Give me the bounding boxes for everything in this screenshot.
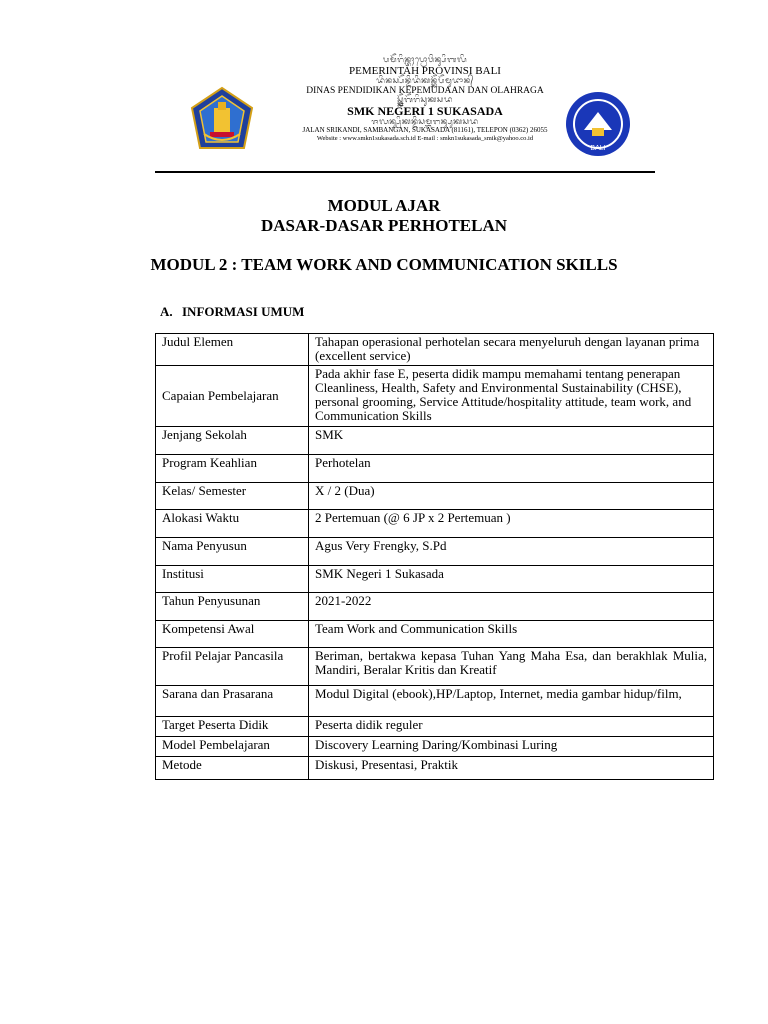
row-value: Agus Very Frengky, S.Pd: [309, 538, 714, 566]
school-logo: [564, 90, 632, 158]
row-value: Perhotelan: [309, 455, 714, 483]
bali-province-emblem: [188, 86, 256, 154]
row-value: SMK Negeri 1 Sukasada: [309, 566, 714, 593]
module-title: MODUL AJAR: [327, 196, 441, 215]
section-title: INFORMASI UMUM: [182, 304, 305, 319]
school-name: SMK NEGERI 1 SUKASADA: [347, 103, 503, 118]
row-label: Model Pembelajaran: [156, 737, 309, 757]
row-label: Institusi: [156, 566, 309, 593]
row-label: Profil Pelajar Pancasila: [156, 648, 309, 686]
module-heading: MODUL 2 : TEAM WORK AND COMMUNICATION SKILLS: [150, 255, 618, 274]
row-value: Beriman, bertakwa kepasa Tuhan Yang Maha Esa, dan berakhlak Mulia, Mandiri, Beralar Kritis dan Kreatif: [309, 648, 714, 686]
letterhead: [155, 50, 655, 174]
balinese-script-line: ᬤᬶᬦᬲ᭄ᬧᭂᬦ᭄ᬤᬶᬤᬶᬓᬦ᭄ᬓᭂᬧᭂᬫᬸᬤᬵᬦ᭄: [376, 75, 474, 85]
balinese-script-line: ᬲ᭄ᬫ᭄ᬓ᭄ᬦᭂᬕᭂᬭᬶᬲᬸᬓᬲᬤ: [397, 95, 453, 105]
row-value: SMK: [309, 427, 714, 455]
table-row: [156, 593, 714, 621]
row-value: Pada akhir fase E, peserta didik mampu memahami tentang penerapan Cleanliness, Health, Safety and Environmental Sustainability (CHSE), personal grooming, Service Attitude/hospitality attitude, team work, and Communication Skills: [309, 366, 714, 427]
row-value: X / 2 (Dua): [309, 483, 714, 510]
row-value: Modul Digital (ebook),HP/Laptop, Internet, media gambar hidup/film,: [309, 686, 714, 717]
school-logo-label: BALI: [590, 145, 606, 152]
table-row: [156, 566, 714, 593]
row-label: Capaian Pembelajaran: [156, 366, 309, 427]
table-row: [156, 510, 714, 538]
row-label: Judul Elemen: [156, 334, 309, 366]
row-label: Kelas/ Semester: [156, 483, 309, 510]
row-label: Jenjang Sekolah: [156, 427, 309, 455]
row-value: Tahapan operasional perhotelan secara menyeluruh dengan layanan prima (excellent service): [309, 334, 714, 366]
table-row: [156, 427, 714, 455]
table-row: [156, 621, 714, 648]
module-subtitle: DASAR-DASAR PERHOTELAN: [260, 216, 508, 235]
province-name: PEMERINTAH PROVINSI BALI: [349, 64, 501, 77]
balinese-script-line: ᬧᬫᭂᬭᬶᬦ᭄ᬢᬄᬧ᭄ᬭᭀᬯᬶᬦ᭄ᬲᬶᬩᬮᬶ: [382, 55, 468, 64]
table-row: [156, 483, 714, 510]
school-address: JALAN SRIKANDI, SAMBANGAN, SUKASADA (81161), TELEPON (0362) 26055: [302, 125, 548, 134]
table-row: [156, 757, 714, 780]
table-row: [156, 737, 714, 757]
row-value: Peserta didik reguler: [309, 717, 714, 737]
row-label: Nama Penyusun: [156, 538, 309, 566]
row-value: Diskusi, Presentasi, Praktik: [309, 757, 714, 780]
row-value: Discovery Learning Daring/Kombinasi Luring: [309, 737, 714, 757]
table-row: [156, 366, 714, 427]
table-row: [156, 648, 714, 686]
department-name: DINAS PENDIDIKAN KEPEMUDAAN DAN OLAHRAGA: [306, 85, 544, 96]
row-label: Tahun Penyusunan: [156, 593, 309, 621]
balinese-script-line: ᬚᬮᬦ᭄ᬲ᭄ᬭᬶᬓᬦ᭄ᬤᬶᬲᬫ᭄ᬩᬗᬦ᭄ᬲᬸᬓᬲᬤ: [371, 117, 479, 127]
row-label: Target Peserta Didik: [156, 717, 309, 737]
school-website: Website : www.smkn1sukasada.sch.id E-mail : smkn1sukasada_smik@yahoo.co.id: [316, 134, 534, 142]
table-row: [156, 686, 714, 717]
section-number: A.: [160, 304, 173, 319]
table-row: [156, 717, 714, 737]
row-label: Program Keahlian: [156, 455, 309, 483]
table-row: [156, 538, 714, 566]
row-label: Metode: [156, 757, 309, 780]
row-label: Alokasi Waktu: [156, 510, 309, 538]
info-table: [155, 333, 714, 780]
row-value: Team Work and Communication Skills: [309, 621, 714, 648]
table-row: [156, 334, 714, 366]
table-row: [156, 455, 714, 483]
row-value: 2021-2022: [309, 593, 714, 621]
row-value: 2 Pertemuan (@ 6 JP x 2 Pertemuan ): [309, 510, 714, 538]
section-heading: [160, 304, 304, 320]
row-label: Sarana dan Prasarana: [156, 686, 309, 717]
row-label: Kompetensi Awal: [156, 621, 309, 648]
header-rule: [155, 171, 655, 173]
